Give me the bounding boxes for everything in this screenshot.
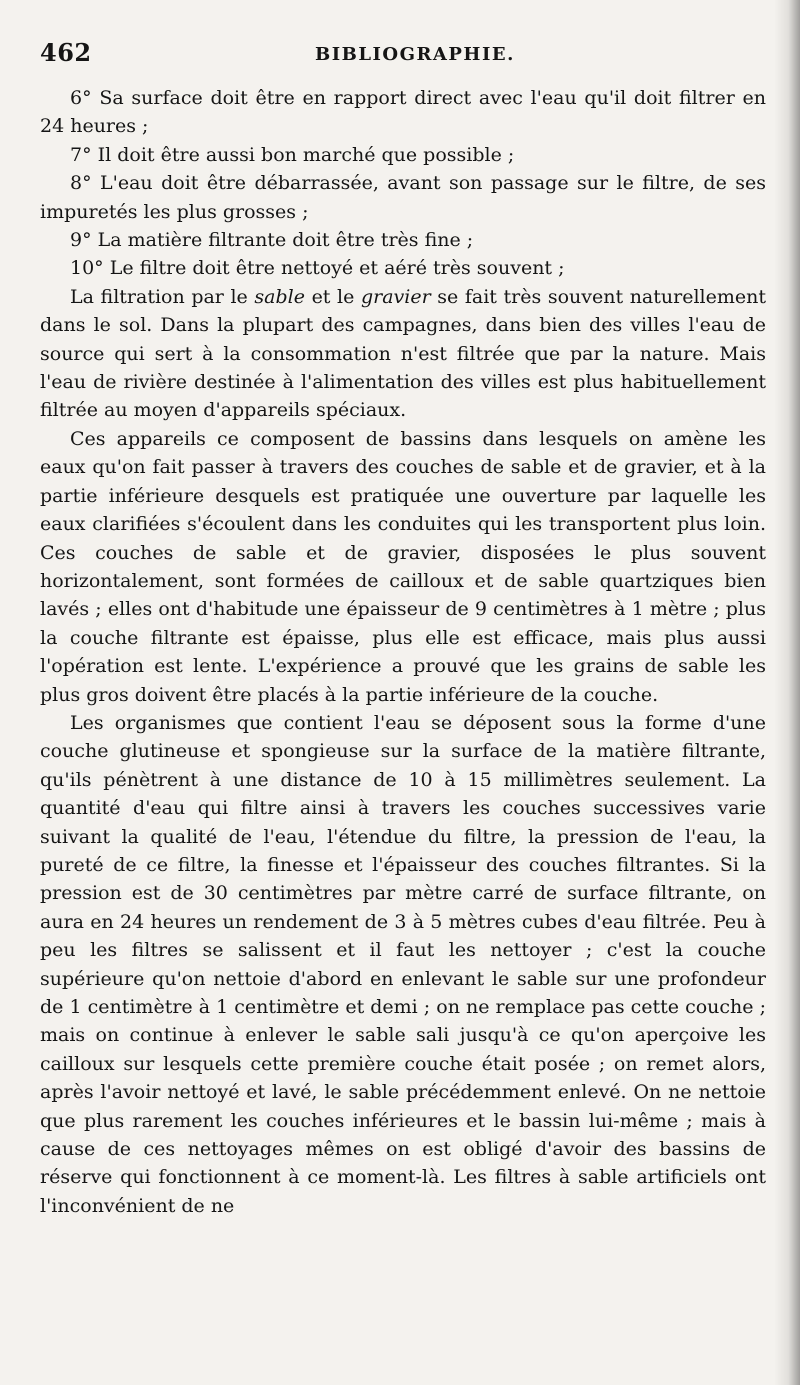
list-item-8: 8° L'eau doit être débarrassée, avant son passage sur le filtre, de ses impuretés les plus grosses ; — [40, 172, 766, 223]
page-header — [40, 36, 760, 76]
paragraph-organismes: Les organismes que contient l'eau se déposent sous la forme d'une couche glutineuse et spongieuse sur la surface de la matière filtrante, qu'ils pénètrent à une distance de 10 à 15 millimètres seulement. La quantité d'eau qui filtre ainsi à travers les couches successives varie suivant la qualité de l'eau, l'étendue du filtre, la pression de l'eau, la pureté de ce filtre, la finesse et l'épaisseur des couches filtrantes. Si la pression est de 30 centimètres par mètre carré de surface filtrante, on aura en 24 heures un rendement de 3 à 5 mètres cubes d'eau filtrée. Peu à peu les filtres se salissent et il faut les nettoyer ; c'est la couche supérieure qu'on nettoie d'abord en enlevant le sable sur une profondeur de 1 centimètre à 1 centimètre et demi ; on ne remplace pas cette couche ; mais on continue à enlever le sable sali jusqu'à ce qu'on aperçoive les cailloux sur lesquels cette première couche était posée ; on remet alors, après l'avoir nettoyé et lavé, le sable précédemment enlevé. On ne nettoie que plus rarement les couches inférieures et le bassin lui-même ; mais à cause de ces nettoyages mêmes on est obligé d'avoir des bassins de réserve qui fonctionnent à ce moment-là. Les filtres à sable artificiels ont l'inconvénient de ne — [40, 711, 766, 1217]
italic-gravier: gravier — [360, 285, 431, 308]
italic-sable: sable — [254, 285, 305, 308]
paragraph-appareils: Ces appareils ce composent de bassins dans lesquels on amène les eaux qu'on fait passer à travers des couches de sable et de gravier, et à la partie inférieure desquels est pratiquée une ouverture par laquelle les eaux clarifiées s'écoulent dans les conduites qui les transportent plus loin. Ces couches de sable et de gravier, disposées le plus souvent horizontalement, sont formées de cailloux et de sable quartziques bien lavés ; elles ont d'habitude une épaisseur de 9 centimètres à 1 mètre ; plus la couche filtrante est épaisse, plus elle est efficace, mais plus aussi l'opération est lente. L'expérience a prouvé que les grains de sable les plus gros doivent être placés à la partie inférieure de la couche. — [40, 427, 766, 706]
running-head: BIBLIOGRAPHIE. — [315, 44, 515, 65]
page-body — [40, 84, 766, 1220]
paragraph-filtration — [40, 283, 766, 425]
paragraph-filtration-part3: se fait très souvent naturellement dans le sol. Dans la plupart des campagnes, dans bien des villes l'eau de source qui sert à la consommation n'est filtrée que par la nature. Mais l'eau de rivière destinée à l'alimentation des villes est plus habituellement filtrée au moyen d'appareils spéciaux. — [40, 285, 766, 422]
page-edge-shadow — [774, 0, 800, 1385]
page-number: 462 — [40, 38, 92, 67]
paragraph-filtration-part2: et le — [304, 285, 361, 308]
list-item-7: 7° Il doit être aussi bon marché que possible ; — [70, 143, 515, 166]
paragraph-filtration-part1: La filtration par le — [70, 285, 255, 308]
list-item-6: 6° Sa surface doit être en rapport direct avec l'eau qu'il doit filtrer en 24 heures ; — [40, 87, 766, 138]
list-item-9: 9° La matière filtrante doit être très fine ; — [70, 229, 474, 252]
list-item-10: 10° Le filtre doit être nettoyé et aéré très souvent ; — [70, 257, 565, 280]
